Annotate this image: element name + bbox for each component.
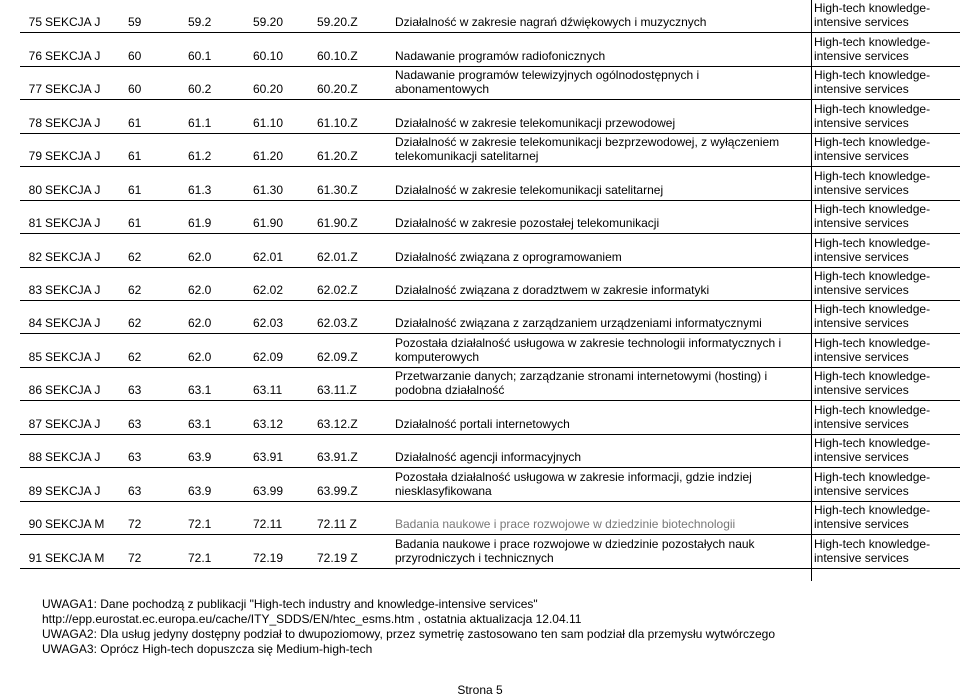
division-cell: 63 [128, 450, 142, 465]
group-cell: 63.9 [188, 483, 212, 498]
table-row [0, 368, 960, 401]
description-cell [393, 33, 811, 66]
category-line: intensive services [814, 182, 909, 197]
group-cell: 63.9 [188, 450, 212, 465]
subclass-cell: 72.19 Z [317, 550, 358, 565]
note-3: UWAGA3: Oprócz High-tech dopuszcza się Medium-high-tech [42, 642, 373, 656]
category-line: High-tech knowledge- [814, 168, 931, 183]
table-row [0, 234, 960, 267]
table-row [0, 201, 960, 234]
row-number: 81 [28, 216, 42, 231]
class-cell: 62.03 [253, 316, 284, 331]
group-cell: 60.1 [188, 48, 212, 63]
category-line: intensive services [814, 349, 909, 364]
table-row [0, 435, 960, 468]
description-line: Działalność związana z zarządzaniem urządzeniami informatycznymi [395, 316, 762, 331]
row-number: 79 [28, 149, 42, 164]
category-line: intensive services [814, 149, 909, 164]
category-cell [812, 401, 960, 434]
class-cell: 63.11 [253, 383, 283, 398]
row-number: 82 [28, 249, 42, 264]
subclass-cell: 60.10.Z [317, 48, 358, 63]
category-cell [812, 435, 960, 468]
description-cell [393, 0, 811, 33]
subclass-cell: 72.11 Z [317, 517, 357, 532]
category-line: intensive services [814, 115, 909, 130]
subclass-cell: 60.20.Z [317, 82, 358, 97]
subclass-cell: 63.91.Z [317, 450, 358, 465]
category-cell [812, 33, 960, 66]
section-cell: SEKCJA J [45, 182, 101, 197]
category-line: High-tech knowledge- [814, 302, 931, 317]
category-line: High-tech knowledge- [814, 202, 931, 217]
row-number: 77 [28, 82, 42, 97]
category-line: High-tech knowledge- [814, 536, 931, 551]
group-cell: 62.0 [188, 249, 212, 264]
description-line: Działalność związana z doradztwem w zakresie informatyki [395, 283, 710, 298]
description-line: Działalność agencji informacyjnych [395, 450, 582, 465]
division-cell: 59 [128, 15, 142, 30]
category-cell [812, 502, 960, 535]
category-cell [812, 167, 960, 200]
row-number: 90 [28, 517, 42, 532]
section-cell: SEKCJA J [45, 349, 101, 364]
category-line: High-tech knowledge- [814, 369, 931, 384]
description-line: komputerowych [395, 349, 480, 364]
category-line: intensive services [814, 216, 909, 231]
category-line: intensive services [814, 82, 909, 97]
table-row [0, 134, 960, 167]
group-cell: 62.0 [188, 316, 212, 331]
row-number: 85 [28, 349, 42, 364]
row-number: 84 [28, 316, 42, 331]
description-line: Działalność związana z oprogramowaniem [395, 249, 622, 264]
description-cell [393, 234, 811, 267]
group-cell: 63.1 [188, 383, 212, 398]
subclass-cell: 63.12.Z [317, 416, 358, 431]
row-number: 86 [28, 383, 42, 398]
description-line: telekomunikacji satelitarnej [395, 149, 539, 164]
note-2: UWAGA2: Dla usług jedyny dostępny podział to dwupoziomowy, przez symetrię zastosowano ten sam podział dla przemysłu wytwórczego [42, 627, 775, 641]
category-cell [812, 67, 960, 100]
category-line: High-tech knowledge- [814, 402, 931, 417]
section-cell: SEKCJA J [45, 115, 101, 130]
category-cell [812, 468, 960, 501]
category-line: High-tech knowledge- [814, 235, 931, 250]
row-number: 76 [28, 48, 42, 63]
category-line: High-tech knowledge- [814, 1, 931, 16]
class-cell: 62.01 [253, 249, 284, 264]
table-row [0, 0, 960, 33]
notes-section [42, 597, 775, 657]
category-cell [812, 301, 960, 334]
section-cell: SEKCJA J [45, 216, 101, 231]
category-line: High-tech knowledge- [814, 269, 931, 284]
group-cell: 62.0 [188, 349, 212, 364]
description-line: Nadawanie programów radiofonicznych [395, 48, 606, 63]
section-cell: SEKCJA M [45, 550, 105, 565]
row-number: 87 [28, 416, 42, 431]
group-cell: 63.1 [188, 416, 212, 431]
description-cell [393, 301, 811, 334]
division-cell: 63 [128, 383, 142, 398]
description-cell [393, 334, 811, 367]
section-cell: SEKCJA J [45, 383, 101, 398]
division-cell: 62 [128, 283, 142, 298]
category-line: intensive services [814, 383, 909, 398]
category-line: intensive services [814, 483, 909, 498]
description-cell [393, 401, 811, 434]
description-line: Działalność w zakresie nagrań dźwiękowych i muzycznych [395, 15, 707, 30]
group-cell: 61.3 [188, 182, 212, 197]
description-line: Działalność w zakresie telekomunikacji satelitarnej [395, 182, 664, 197]
description-line: podobna działalność [395, 383, 505, 398]
class-cell: 72.19 [253, 550, 284, 565]
table-row [0, 167, 960, 200]
description-line: Badania naukowe i prace rozwojowe w dziedzinie biotechnologii [395, 517, 736, 532]
section-cell: SEKCJA J [45, 15, 101, 30]
category-line: High-tech knowledge- [814, 503, 931, 518]
category-line: intensive services [814, 283, 909, 298]
category-line: intensive services [814, 15, 909, 30]
description-line: Pozostała działalność usługowa w zakresie informacji, gdzie indziej [395, 469, 752, 484]
division-cell: 61 [128, 216, 142, 231]
category-line: High-tech knowledge- [814, 436, 931, 451]
section-cell: SEKCJA J [45, 149, 101, 164]
division-cell: 62 [128, 316, 142, 331]
group-cell: 61.1 [188, 115, 212, 130]
category-cell [812, 535, 960, 568]
description-cell [393, 435, 811, 468]
description-line: Działalność w zakresie telekomunikacji bezprzewodowej, z wyłączeniem [395, 135, 780, 150]
division-cell: 62 [128, 249, 142, 264]
subclass-cell: 63.99.Z [317, 483, 358, 498]
description-cell [393, 468, 811, 501]
table-row [0, 301, 960, 334]
group-cell: 61.2 [188, 149, 212, 164]
class-cell: 61.20 [253, 149, 284, 164]
subclass-cell: 61.30.Z [317, 182, 358, 197]
category-cell [812, 334, 960, 367]
row-number: 83 [28, 283, 42, 298]
division-cell: 62 [128, 349, 142, 364]
section-cell: SEKCJA J [45, 316, 101, 331]
description-line: Badania naukowe i prace rozwojowe w dziedzinie pozostałych nauk [395, 536, 755, 551]
row-number: 91 [28, 550, 42, 565]
description-cell [393, 100, 811, 133]
category-cell [812, 234, 960, 267]
category-line: High-tech knowledge- [814, 68, 931, 83]
subclass-cell: 62.09.Z [317, 349, 358, 364]
description-line: Przetwarzanie danych; zarządzanie stronami internetowymi (hosting) i [395, 369, 768, 384]
group-cell: 59.2 [188, 15, 212, 30]
description-cell [393, 67, 811, 100]
table-row [0, 33, 960, 66]
category-cell [812, 368, 960, 401]
table-row [0, 502, 960, 535]
row-number: 89 [28, 483, 42, 498]
description-cell [393, 502, 811, 535]
section-cell: SEKCJA J [45, 283, 101, 298]
description-cell [393, 368, 811, 401]
section-cell: SEKCJA J [45, 82, 101, 97]
description-cell [393, 167, 811, 200]
description-cell [393, 268, 811, 301]
division-cell: 72 [128, 517, 142, 532]
description-line: niesklasyfikowana [395, 483, 492, 498]
section-cell: SEKCJA J [45, 483, 101, 498]
description-line: Pozostała działalność usługowa w zakresie technologii informatycznych i [395, 335, 782, 350]
division-cell: 60 [128, 48, 142, 63]
division-cell: 61 [128, 115, 142, 130]
description-line: Nadawanie programów telewizyjnych ogólnodostępnych i [395, 68, 700, 83]
subclass-cell: 61.20.Z [317, 149, 358, 164]
category-line: intensive services [814, 517, 909, 532]
table-row [0, 67, 960, 100]
category-line: intensive services [814, 249, 909, 264]
category-cell [812, 100, 960, 133]
class-cell: 63.91 [253, 450, 284, 465]
table-row [0, 468, 960, 501]
description-line: Działalność portali internetowych [395, 416, 570, 431]
description-cell [393, 535, 811, 568]
description-line: Działalność w zakresie pozostałej telekomunikacji [395, 216, 660, 231]
subclass-cell: 59.20.Z [317, 15, 358, 30]
class-cell: 61.10 [253, 115, 284, 130]
table-row [0, 535, 960, 568]
row-number: 80 [28, 182, 42, 197]
row-number: 75 [28, 15, 42, 30]
category-line: intensive services [814, 48, 909, 63]
subclass-cell: 61.10.Z [317, 115, 358, 130]
note-1-link[interactable]: http://epp.eurostat.ec.europa.eu/cache/ITY_SDDS/EN/htec_esms.htm , ostatnia aktualizacja 12.04.11 [42, 612, 582, 626]
table-row [0, 100, 960, 133]
category-line: High-tech knowledge- [814, 34, 931, 49]
row-number: 78 [28, 115, 42, 130]
section-cell: SEKCJA J [45, 48, 101, 63]
category-line: intensive services [814, 450, 909, 465]
table-row [0, 401, 960, 434]
category-line: intensive services [814, 416, 909, 431]
description-cell [393, 201, 811, 234]
category-line: High-tech knowledge- [814, 469, 931, 484]
category-cell [812, 201, 960, 234]
category-cell [812, 134, 960, 167]
class-cell: 60.10 [253, 48, 284, 63]
class-cell: 62.02 [253, 283, 284, 298]
class-cell: 63.99 [253, 483, 284, 498]
description-line: Działalność w zakresie telekomunikacji przewodowej [395, 115, 676, 130]
class-cell: 72.11 [253, 517, 283, 532]
division-cell: 63 [128, 416, 142, 431]
group-cell: 72.1 [188, 550, 212, 565]
category-cell [812, 0, 960, 33]
page-footer: Strona 5 [457, 683, 503, 697]
description-cell [393, 134, 811, 167]
description-line: abonamentowych [395, 82, 490, 97]
subclass-cell: 63.11.Z [317, 383, 357, 398]
subclass-cell: 62.01.Z [317, 249, 358, 264]
group-cell: 60.2 [188, 82, 212, 97]
group-cell: 72.1 [188, 517, 212, 532]
division-cell: 61 [128, 182, 142, 197]
division-cell: 72 [128, 550, 142, 565]
category-line: High-tech knowledge- [814, 101, 931, 116]
class-cell: 61.30 [253, 182, 284, 197]
row-separator [20, 568, 960, 569]
category-line: High-tech knowledge- [814, 335, 931, 350]
class-cell: 60.20 [253, 82, 284, 97]
table-row [0, 268, 960, 301]
class-cell: 59.20 [253, 15, 284, 30]
division-cell: 61 [128, 149, 142, 164]
section-cell: SEKCJA J [45, 450, 101, 465]
group-cell: 61.9 [188, 216, 212, 231]
group-cell: 62.0 [188, 283, 212, 298]
table-row [0, 334, 960, 367]
category-line: High-tech knowledge- [814, 135, 931, 150]
class-cell: 62.09 [253, 349, 284, 364]
category-line: intensive services [814, 316, 909, 331]
section-cell: SEKCJA J [45, 249, 101, 264]
section-cell: SEKCJA M [45, 517, 105, 532]
category-cell [812, 268, 960, 301]
row-number: 88 [28, 450, 42, 465]
division-cell: 60 [128, 82, 142, 97]
subclass-cell: 61.90.Z [317, 216, 358, 231]
division-cell: 63 [128, 483, 142, 498]
category-line: intensive services [814, 550, 909, 565]
subclass-cell: 62.03.Z [317, 316, 358, 331]
note-1: UWAGA1: Dane pochodzą z publikacji "High-tech industry and knowledge-intensive services" [42, 597, 538, 611]
subclass-cell: 62.02.Z [317, 283, 358, 298]
section-cell: SEKCJA J [45, 416, 101, 431]
class-cell: 63.12 [253, 416, 284, 431]
class-cell: 61.90 [253, 216, 284, 231]
description-line: przyrodniczych i technicznych [395, 550, 554, 565]
